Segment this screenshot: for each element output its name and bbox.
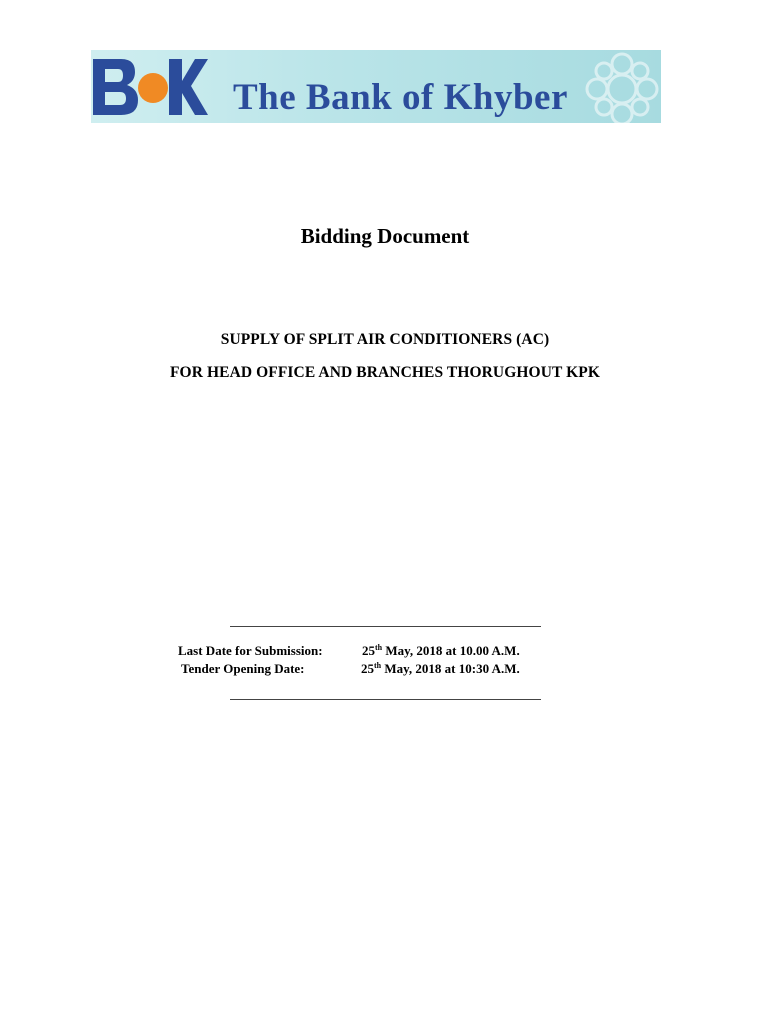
document-title: Bidding Document (300, 224, 470, 248)
decorative-pattern-icon (577, 50, 661, 123)
bank-name: The Bank of Khyber (233, 77, 568, 118)
divider-top (230, 626, 541, 627)
bank-logo-icon (91, 57, 209, 117)
subject-line-1: SUPPLY OF SPLIT AIR CONDITIONERS (AC) (220, 331, 550, 348)
opening-date-label: Tender Opening Date: (181, 661, 305, 676)
submission-date-label: Last Date for Submission: (178, 643, 323, 658)
bank-header-banner (91, 50, 661, 123)
submission-date-value: 25th May, 2018 at 10.00 A.M. (362, 643, 520, 658)
opening-date-value: 25th May, 2018 at 10:30 A.M. (361, 661, 520, 676)
divider-bottom (230, 699, 541, 700)
subject-line-2: FOR HEAD OFFICE AND BRANCHES THORUGHOUT KPK (169, 364, 601, 381)
